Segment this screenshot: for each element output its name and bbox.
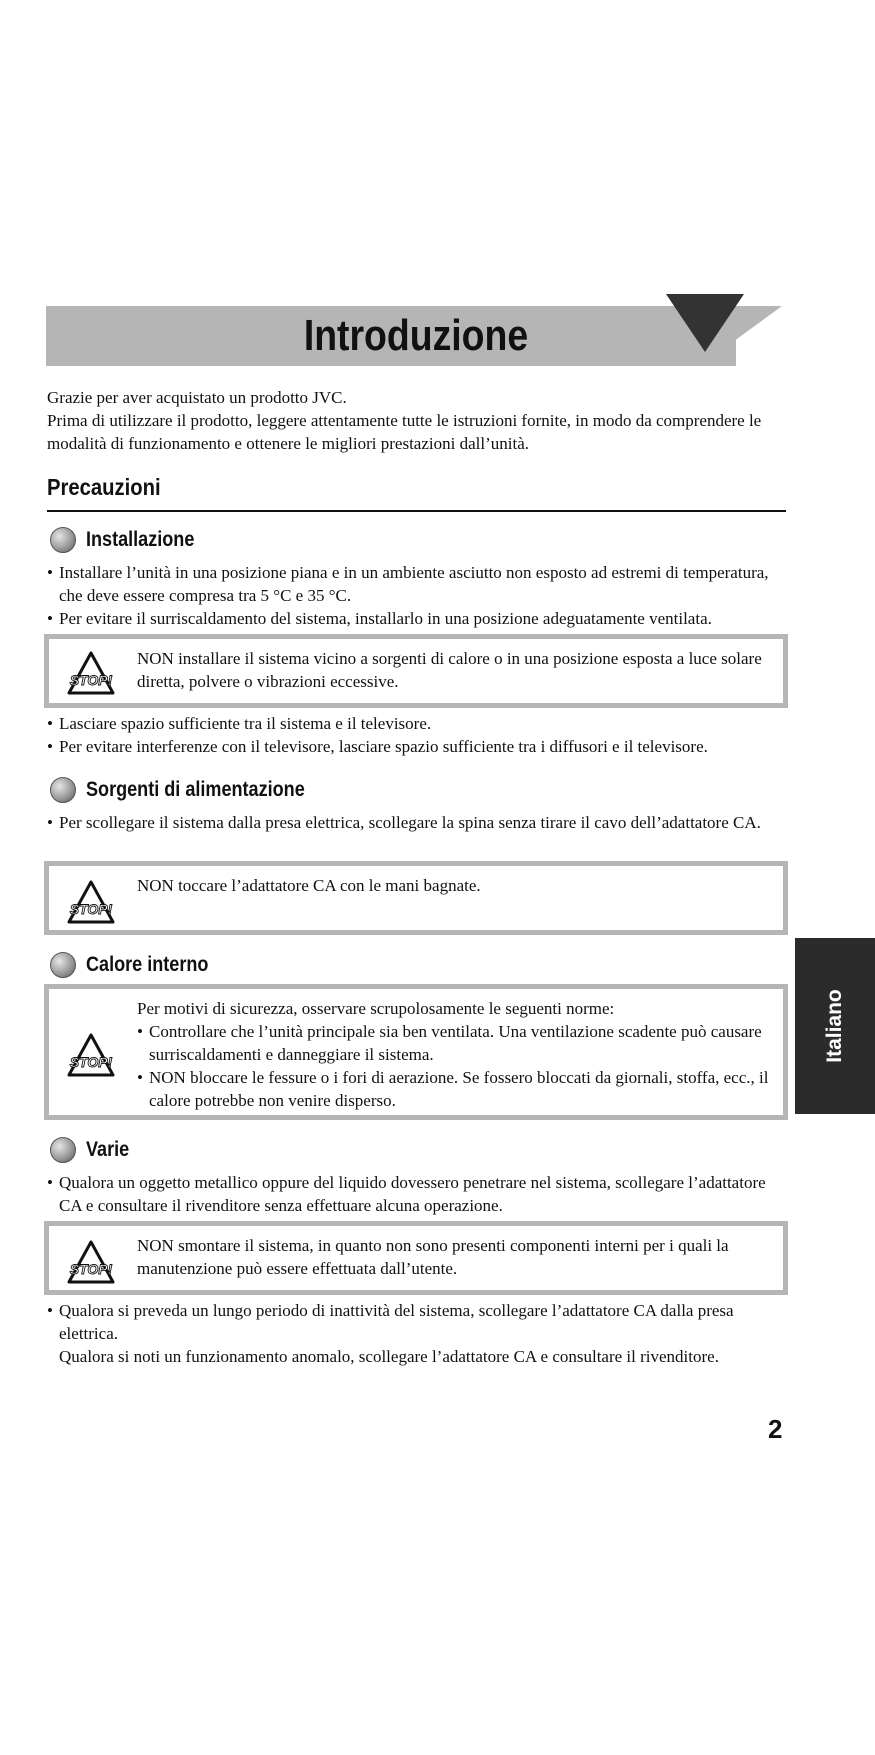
language-tab-label: Italiano xyxy=(823,989,846,1063)
list-item: • Controllare che l’unità principale sia ben ventilata. Una ventilazione scadente può causare surriscaldamenti e danneggiare il sistema. xyxy=(137,1020,773,1066)
subsection-heading-installazione xyxy=(50,527,212,553)
intro-text xyxy=(47,386,787,455)
stop-warning-icon xyxy=(63,1238,119,1288)
subsection-title: Calore interno xyxy=(86,953,209,976)
svg-text:STOP!: STOP! xyxy=(69,1261,113,1277)
bullet-ball-icon xyxy=(50,1137,76,1163)
section-heading-precauzioni: Precauzioni xyxy=(47,474,161,500)
warning-box xyxy=(44,984,788,1120)
warning-list xyxy=(137,1020,773,1112)
page-title: Introduzione xyxy=(303,311,529,360)
varie-list xyxy=(47,1171,792,1217)
bullet-ball-icon xyxy=(50,777,76,803)
note-text: Qualora si noti un funzionamento anomalo, scollegare l’adattatore CA e consultare il rivenditore. xyxy=(59,1347,719,1366)
alimentazione-list xyxy=(47,811,792,834)
bullet-ball-icon xyxy=(50,527,76,553)
page-number: 2 xyxy=(768,1414,783,1444)
warning-box xyxy=(44,1221,788,1295)
list-item: • Installare l’unità in una posizione piana e in un ambiente asciutto non esposto ad estremi di temperatura, che deve essere compresa tra 5 °C e 35 °C. xyxy=(47,561,792,607)
svg-text:STOP!: STOP! xyxy=(69,901,113,917)
list-item: • Qualora si preveda un lungo periodo di inattività del sistema, scollegare l’adattatore CA dalla presa elettrica. xyxy=(47,1299,792,1345)
warning-box xyxy=(44,634,788,708)
list-item: • Qualora un oggetto metallico oppure del liquido dovessero penetrare nel sistema, scollegare l’adattatore CA e consultare il rivenditore senza effettuare alcuna operazione. xyxy=(47,1171,792,1217)
list-item: • NON bloccare le fessure o i fori di aerazione. Se fossero bloccati da giornali, stoffa, ecc., il calore potrebbe non venire disperso. xyxy=(137,1066,773,1112)
list-item: • Lasciare spazio sufficiente tra il sistema e il televisore. xyxy=(47,712,792,735)
divider xyxy=(47,510,786,512)
subsection-title: Sorgenti di alimentazione xyxy=(86,778,305,801)
list-item: • Per evitare interferenze con il televisore, lasciare spazio sufficiente tra i diffusori e il televisore. xyxy=(47,735,792,758)
stop-warning-icon xyxy=(63,878,119,928)
intro-line: Prima di utilizzare il prodotto, leggere attentamente tutte le istruzioni fornite, in modo da comprendere le modalità di funzionamento e ottenere le migliori prestazioni dall’unità. xyxy=(47,411,762,453)
warning-text: NON smontare il sistema, in quanto non sono presenti componenti interni per i quali la manutenzione può essere effettuata dall’utente. xyxy=(137,1236,729,1278)
subsection-title: Installazione xyxy=(86,528,195,551)
warning-text: NON installare il sistema vicino a sorgenti di calore o in una posizione esposta a luce solare diretta, polvere o vibrazioni eccessive. xyxy=(137,649,762,691)
svg-text:STOP!: STOP! xyxy=(69,672,113,688)
bullet-ball-icon xyxy=(50,952,76,978)
warning-text: NON toccare l’adattatore CA con le mani bagnate. xyxy=(137,876,481,895)
list-item: • Per evitare il surriscaldamento del sistema, installarlo in una posizione adeguatamente ventilata. xyxy=(47,607,792,630)
language-tab xyxy=(795,938,875,1114)
subsection-heading-varie xyxy=(50,1137,136,1163)
varie-list-2 xyxy=(47,1299,792,1345)
warning-text: Per motivi di sicurezza, osservare scrupolosamente le seguenti norme: xyxy=(137,999,615,1018)
svg-text:STOP!: STOP! xyxy=(69,1054,113,1070)
list-item: • Per scollegare il sistema dalla presa elettrica, scollegare la spina senza tirare il cavo dell’adattatore CA. xyxy=(47,811,792,834)
subsection-title: Varie xyxy=(86,1138,130,1161)
installazione-list-2 xyxy=(47,712,792,758)
subsection-heading-calore xyxy=(50,952,228,978)
stop-warning-icon xyxy=(63,649,119,699)
installazione-list xyxy=(47,561,792,630)
warning-box xyxy=(44,861,788,935)
stop-warning-icon xyxy=(63,1031,119,1081)
intro-line: Grazie per aver acquistato un prodotto JVC. xyxy=(47,388,347,407)
subsection-heading-alimentazione xyxy=(50,777,340,803)
